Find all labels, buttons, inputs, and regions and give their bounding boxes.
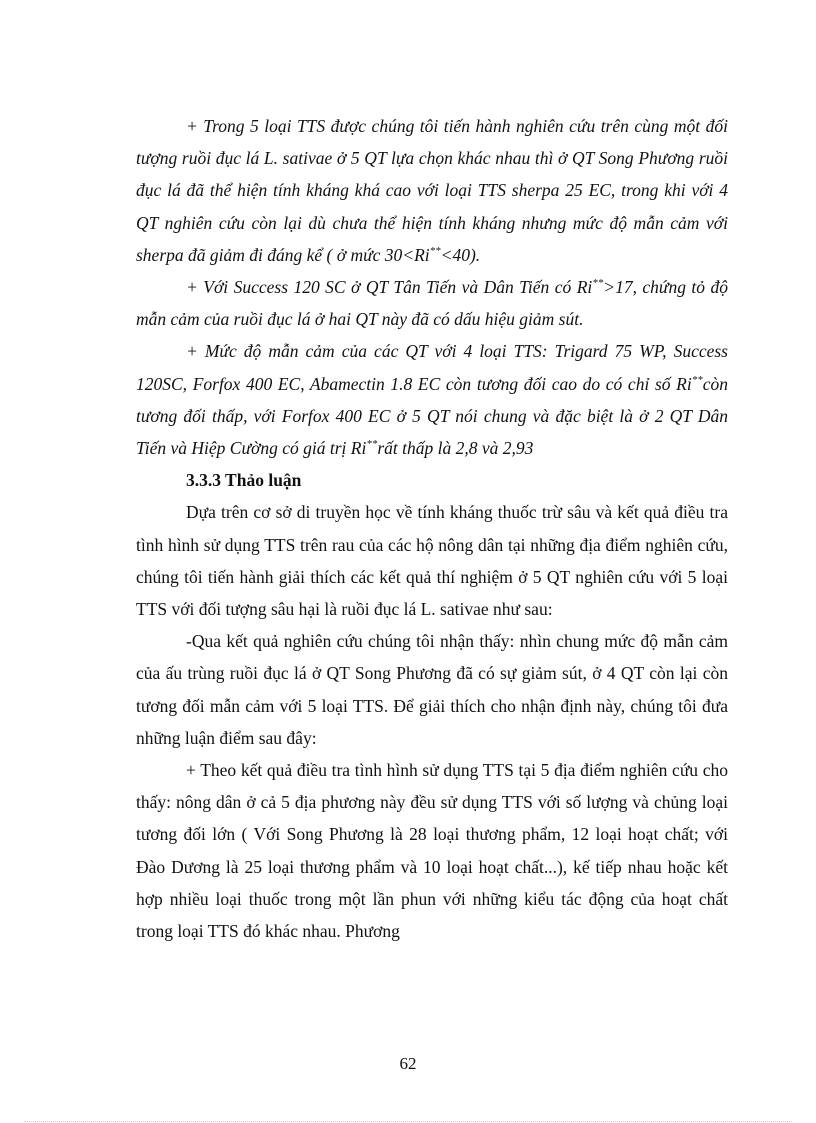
paragraph-survey-results: + Theo kết quả điều tra tình hình sử dụng TTS tại 5 địa điểm nghiên cứu cho thấy: nông dân ở cả 5 địa phương này đều sử dụng TTS với số lượng và chủng loại tương đối lớn ( Với Song Phương là 28 loại thương phẩm, 12 loại hoạt chất; với Đào Dương là 25 loại thương phẩm và 10 loại hoạt chất...), kế tiếp nhau hoặc kết hợp nhiều loại thuốc trong một lần phun với những kiểu tác động của hoạt chất trong loại TTS đó khác nhau. Phương [136,760,728,942]
page-number: 62 [399,1054,417,1073]
paragraph-research-findings: -Qua kết quả nghiên cứu chúng tôi nhận thấy: nhìn chung mức độ mẫn cảm của ấu trùng ruồi đục lá ở QT Song Phương đã có sự giảm sút, ở 4 QT còn lại còn tương đối mẫn cảm với 5 loại TTS. Để giải thích cho nhận định này, chúng tôi đưa những luận điểm sau đây: [136,631,728,748]
paragraph-success-sensitivity: + Với Success 120 SC ở QT Tân Tiến và Dân Tiến có Ri**>17, chứng tỏ độ mẫn cảm của ruồi đục lá ở hai QT này đã có dấu hiệu giảm sút. [136,277,728,330]
paragraph-sherpa-resistance: + Trong 5 loại TTS được chúng tôi tiến hành nghiên cứu trên cùng một đối tượng ruồi đục lá L. sativae ở 5 QT lựa chọn khác nhau thì ở QT Song Phương ruồi đục lá đã thể hiện tính kháng khá cao với loại TTS sherpa 25 EC, trong khi với 4 QT nghiên cứu còn lại dù chưa thể hiện tính kháng nhưng mức độ mẫn cảm với sherpa đã giảm đi đáng kể ( ở mức 30<Ri**<40). [136,116,728,265]
section-heading: 3.3.3 Thảo luận [186,470,302,491]
paragraph-discussion-intro: Dựa trên cơ sở di truyền học về tính kháng thuốc trừ sâu và kết quả điều tra tình hình sử dụng TTS trên rau của các hộ nông dân tại những địa điểm nghiên cứu, chúng tôi tiến hành giải thích các kết quả thí nghiệm ở 5 QT nghiên cứu với 5 loại TTS với đối tượng sâu hại là ruồi đục lá L. sativae như sau: [136,502,728,620]
paragraph-four-pesticides: + Mức độ mẫn cảm của các QT với 4 loại TTS: Trigard 75 WP, Success 120SC, Forfox 400 EC, Abamectin 1.8 EC còn tương đối cao do có chỉ số Ri**còn tương đối thấp, với Forfox 400 EC ở 5 QT nói chung và đặc biệt là ở 2 QT Dân Tiến và Hiệp Cường có giá trị Ri**rất thấp là 2,8 và 2,93 [136,341,728,459]
footer-divider [24,1121,792,1122]
body-text [136,110,728,947]
